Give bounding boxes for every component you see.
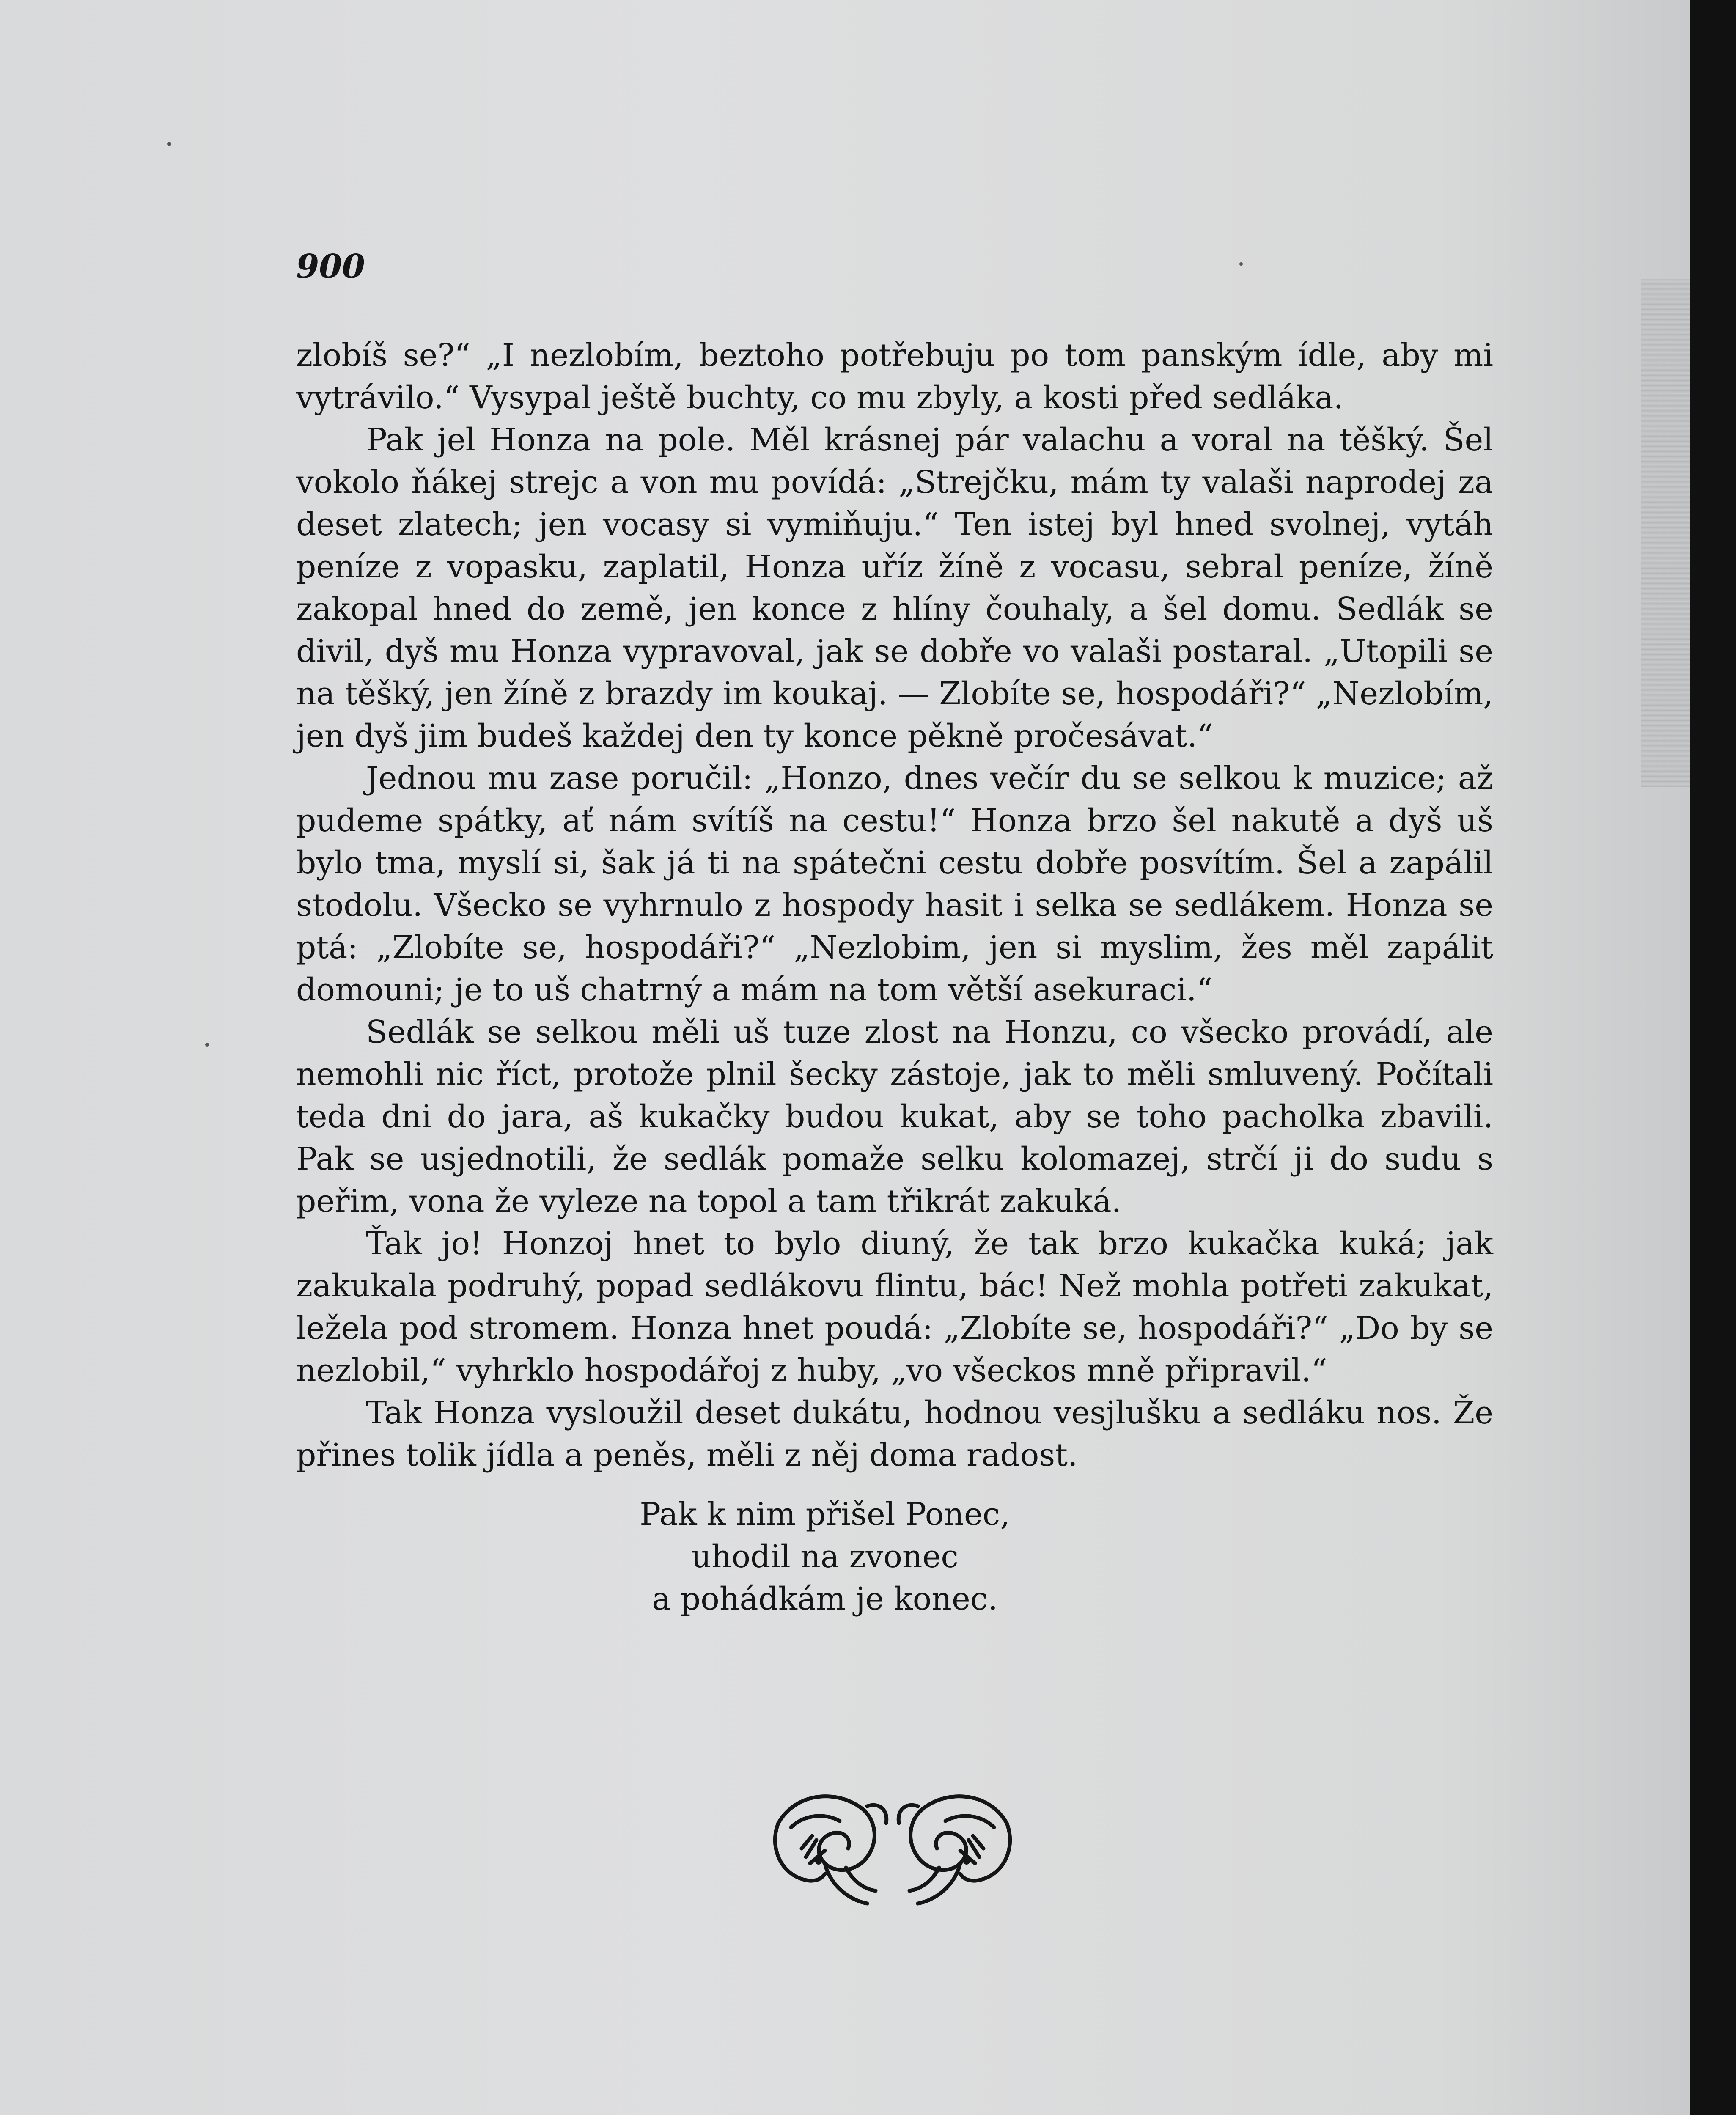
paragraph: Pak jel Honza na pole. Měl krásnej pár valachu a voral na těšký. Šel vokolo ňákej strejc a von mu povídá: „Strejčku, mám ty valaši naprodej za deset zlatech; jen vocasy si vymiňuju.“ Ten istej byl hned svolnej, vytáh peníze z vopasku, zaplatil, Honza uříz žíně z vocasu, sebral peníze, žíně zakopal hned do země, jen konce z hlíny čouhaly, a šel domu. Sedlák se divil, dyš mu Honza vypravoval, jak se dobře vo valaši postaral. „Utopili se na těšký, jen žíně z brazdy im koukaj. — Zlobíte se, hospodáři?“ „Nezlobím, jen dyš jim budeš každej den ty konce pěkně pročesávat.“ <box>296 422 1493 754</box>
verse-line: a pohádkám je konec. <box>652 1581 998 1617</box>
verse-line: uhodil na zvonec <box>691 1538 959 1575</box>
print-speck <box>167 142 171 146</box>
paragraph: Tak Honza vysloužil deset dukátu, hodnou vesjlušku a sedláku nos. Že přines tolik jídla a peněs, měli z něj doma radost. <box>296 1395 1493 1473</box>
paragraph: Ťak jo! Honzoj hnet to bylo diuný, že tak brzo kukačka kuká; jak zakukala podruhý, popad sedlákovu flintu, bác! Než mohla potřeti zakukat, ležela pod stromem. Honza hnet poudá: „Zlobíte se, hospodáři?“ „Do by se nezlobil,“ vyhrklo hospodářoj z huby, „vo všeckos mně připravil.“ <box>296 1225 1493 1389</box>
scan-border <box>1690 0 1736 2115</box>
print-speck <box>1239 262 1243 266</box>
verse-line: Pak k nim přišel Ponec, <box>640 1496 1010 1533</box>
paragraph: zlobíš se?“ „I nezlobím, beztoho potřebuju po tom panským ídle, aby mi vytrávilo.“ Vysypal ještě buchty, co mu zbyly, a kosti před sedláka. <box>296 337 1493 416</box>
paragraph: Sedlák se selkou měli uš tuze zlost na Honzu, co všecko provádí, ale nemohli nic říct, protože plnil šecky zástoje, jak to měli smluvený. Počítali teda dni do jara, aš kukačky budou kukat, aby se toho pacholka zbavili. Pak se usjednotili, že sedlák pomaže selku kolomazej, strčí ji do sudu s peřim, vona že vyleze na topol a tam třikrát zakuká. <box>296 1014 1493 1220</box>
story-text <box>296 334 1493 1476</box>
page-number: 900 <box>296 247 365 286</box>
page-edge-tab <box>1641 279 1690 787</box>
closing-verse <box>550 1493 1100 1620</box>
floral-ornament-icon <box>761 1777 1024 1916</box>
paragraph: Jednou mu zase poručil: „Honzo, dnes večír du se selkou k muzice; až pudeme spátky, ať nám svítíš na cestu!“ Honza brzo šel nakutě a dyš uš bylo tma, myslí si, šak já ti na spátečni cestu dobře posvítím. Šel a zapálil stodolu. Všecko se vyhrnulo z hospody hasit i selka se sedlákem. Honza se ptá: „Zlobíte se, hospodáři?“ „Nezlobim, jen si myslim, žes měl zapálit domouni; je to uš chatrný a mám na tom větší asekuraci.“ <box>296 760 1493 1008</box>
print-speck <box>205 1043 209 1047</box>
